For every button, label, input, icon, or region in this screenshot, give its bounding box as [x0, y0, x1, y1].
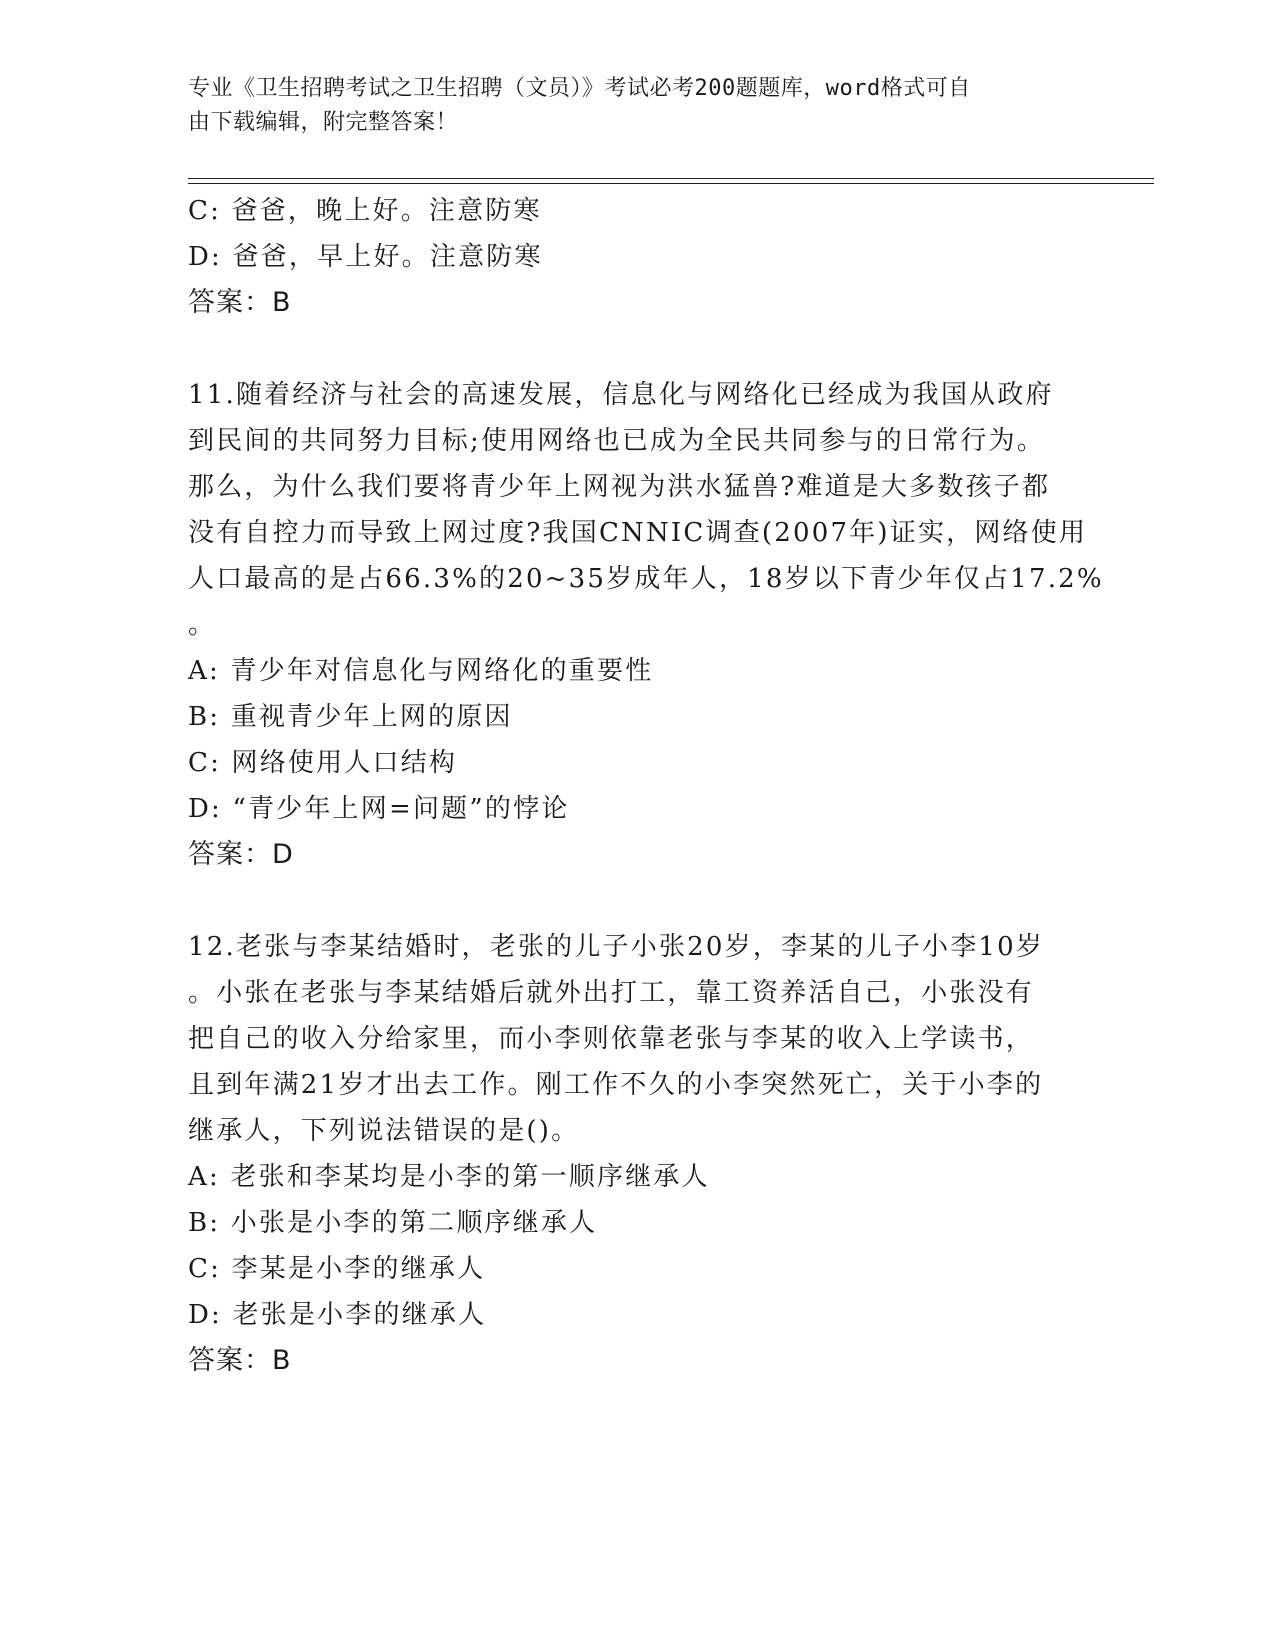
- spacer: [188, 326, 1088, 372]
- header-line-1: 专业《卫生招聘考试之卫生招聘（文员）》考试必考200题题库，word格式可自: [188, 76, 971, 101]
- spacer: [188, 878, 1088, 924]
- question-12: [188, 924, 1088, 1384]
- stem-line: 没有自控力而导致上网过度?我国CNNIC调查(2007年)证实，网络使用: [188, 518, 1088, 548]
- document-header: [188, 72, 1068, 140]
- option-d: D: 老张是小李的继承人: [188, 1300, 487, 1330]
- answer-line: 答案：B: [188, 287, 292, 318]
- option-c: C: 李某是小李的继承人: [188, 1254, 486, 1284]
- option-a: A: 青少年对信息化与网络化的重要性: [188, 656, 654, 686]
- header-line-2: 由下载编辑，附完整答案！: [188, 110, 459, 135]
- question-11: [188, 372, 1104, 878]
- stem-line: 到民间的共同努力目标;使用网络也已成为全民共同参与的日常行为。: [188, 426, 1045, 456]
- option-a: A: 老张和李某均是小李的第一顺序继承人: [188, 1162, 710, 1192]
- stem-line: 人口最高的是占66.3%的20~35岁成年人，18岁以下青少年仅占17.2%: [188, 564, 1104, 594]
- prev-question: [188, 188, 1088, 326]
- option-c: C: 网络使用人口结构: [188, 748, 458, 778]
- answer-line: 答案：D: [188, 839, 294, 870]
- stem-line: 继承人，下列说法错误的是()。: [188, 1116, 580, 1146]
- stem-line: 。小张在老张与李某结婚后就外出打工，靠工资养活自己，小张没有: [188, 978, 1035, 1008]
- question-content: [188, 188, 1104, 1384]
- option-b: B: 重视青少年上网的原因: [188, 702, 513, 732]
- stem-line: 那么，为什么我们要将青少年上网视为洪水猛兽?难道是大多数孩子都: [188, 472, 1051, 502]
- stem-line: 12.老张与李某结婚时，老张的儿子小张20岁，李某的儿子小李10岁: [188, 932, 1045, 962]
- stem-line: 把自己的收入分给家里，而小李则依靠老张与李某的收入上学读书，: [188, 1024, 1035, 1054]
- option-b: B: 小张是小李的第二顺序继承人: [188, 1208, 598, 1238]
- stem-line: 。: [188, 610, 217, 640]
- option-c: C: 爸爸，晚上好。注意防寒: [188, 196, 542, 226]
- header-rule-bottom: [188, 183, 1154, 184]
- answer-line: 答案：B: [188, 1345, 292, 1376]
- stem-line: 11.随着经济与社会的高速发展，信息化与网络化已经成为我国从政府: [188, 380, 1054, 410]
- header-rule-top: [188, 178, 1154, 179]
- option-d: D: 爸爸，早上好。注意防寒: [188, 242, 543, 272]
- question-12-stem: [188, 924, 1093, 1154]
- stem-line: 且到年满21岁才出去工作。刚工作不久的小李突然死亡，关于小李的: [188, 1070, 1044, 1100]
- option-d: D: “青少年上网=问题”的悖论: [188, 794, 570, 824]
- question-11-stem: [188, 372, 1104, 648]
